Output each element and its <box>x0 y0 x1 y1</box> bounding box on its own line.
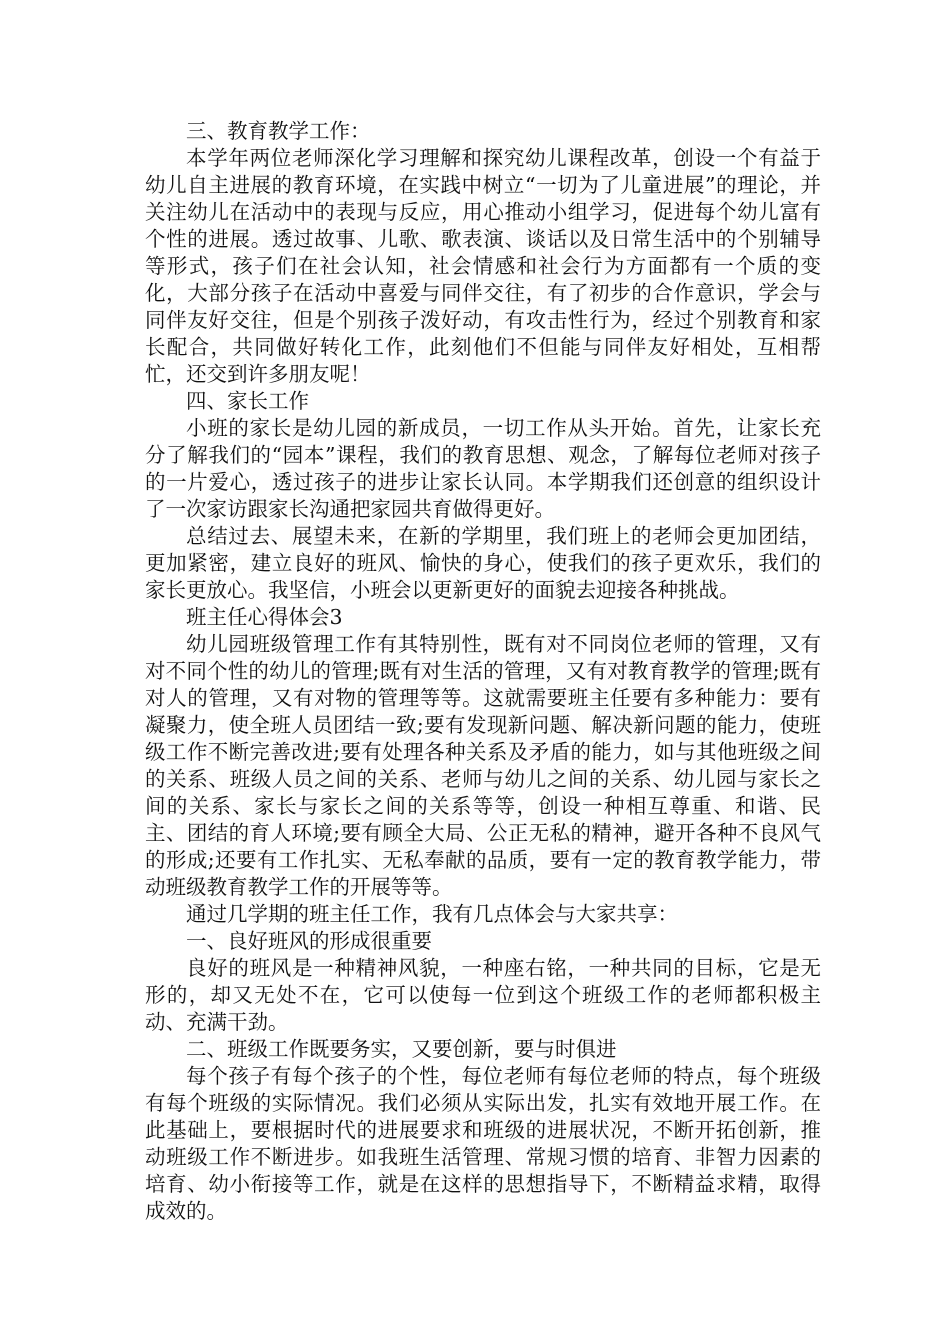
paragraph-class-management: 幼儿园班级管理工作有其特别性，既有对不同岗位老师的管理，又有对不同个性的幼儿的管理;既有对生活的管理，又有对教育教学的管理;既有对人的管理，又有对物的管理等等。这就需要班主任要有多种能力：要有凝聚力，使全班人员团结一致;要有发现新问题、解决新问题的能力，使班级工作不断完善改进;要有处理各种关系及矛盾的能力，如与其他班级之间的关系、班级人员之间的关系、老师与幼儿之间的关系、幼儿园与家长之间的关系、家长与家长之间的关系等等，创设一种相互尊重、和谐、民主、团结的育人环境;要有顾全大局、公正无私的精神，避开各种不良风气的形成;还要有工作扎实、无私奉献的品质，要有一定的教育教学能力，带动班级教育教学工作的开展等等。 <box>145 632 821 899</box>
paragraph-teaching: 本学年两位老师深化学习理解和探究幼儿课程改革，创设一个有益于幼儿自主进展的教育环境，在实践中树立“一切为了儿童进展”的理论，并关注幼儿在活动中的表现与反应，用心推动小组学习，促进每个幼儿富有个性的进展。透过故事、儿歌、歌表演、谈话以及日常生活中的个别辅导等形式，孩子们在社会认知，社会情感和社会行为方面都有一个质的变化，大部分孩子在活动中喜爱与同伴交往，有了初步的合作意识，学会与同伴友好交往，但是个别孩子泼好动，有攻击性行为，经过个别教育和家长配合，共同做好转化工作，此刻他们不但能与同伴友好相处，互相帮忙，还交到许多朋友呢！ <box>145 146 821 386</box>
section-title-experience-3: 班主任心得体会3 <box>186 605 343 629</box>
section-heading-innovation: 二、班级工作既要务实，又要创新，要与时俱进 <box>186 1037 617 1061</box>
section-heading-parents: 四、家长工作 <box>186 389 309 413</box>
section-heading-class-style: 一、良好班风的形成很重要 <box>186 929 432 953</box>
document-body <box>145 118 821 1225</box>
paragraph-class-style: 良好的班风是一种精神风貌，一种座右铭，一种共同的目标，它是无形的，却又无处不在，它可以使每一位到这个班级工作的老师都积极主动、充满干劲。 <box>145 956 821 1034</box>
paragraph-innovation: 每个孩子有每个孩子的个性，每位老师有每位老师的特点，每个班级有每个班级的实际情况。我们必须从实际出发，扎实有效地开展工作。在此基础上，要根据时代的进展要求和班级的进展状况，不断开拓创新，推动班级工作不断进步。如我班生活管理、常规习惯的培育、非智力因素的培育、幼小衔接等工作，就是在这样的思想指导下，不断精益求精，取得成效的。 <box>145 1064 821 1223</box>
paragraph-share-intro: 通过几学期的班主任工作，我有几点体会与大家共享： <box>186 902 678 926</box>
paragraph-summary: 总结过去、展望未来，在新的学期里，我们班上的老师会更加团结，更加紧密，建立良好的班风、愉快的身心，使我们的孩子更欢乐，我们的家长更放心。我坚信，小班会以更新更好的面貌去迎接各种挑战。 <box>145 524 821 602</box>
paragraph-parents: 小班的家长是幼儿园的新成员，一切工作从头开始。首先，让家长充分了解我们的“园本”课程，我们的教育思想、观念，了解每位老师对孩子的一片爱心，透过孩子的进步让家长认同。本学期我们还创意的组织设计了一次家访跟家长沟通把家园共育做得更好。 <box>145 416 821 521</box>
section-heading-teaching: 三、教育教学工作： <box>186 119 371 143</box>
